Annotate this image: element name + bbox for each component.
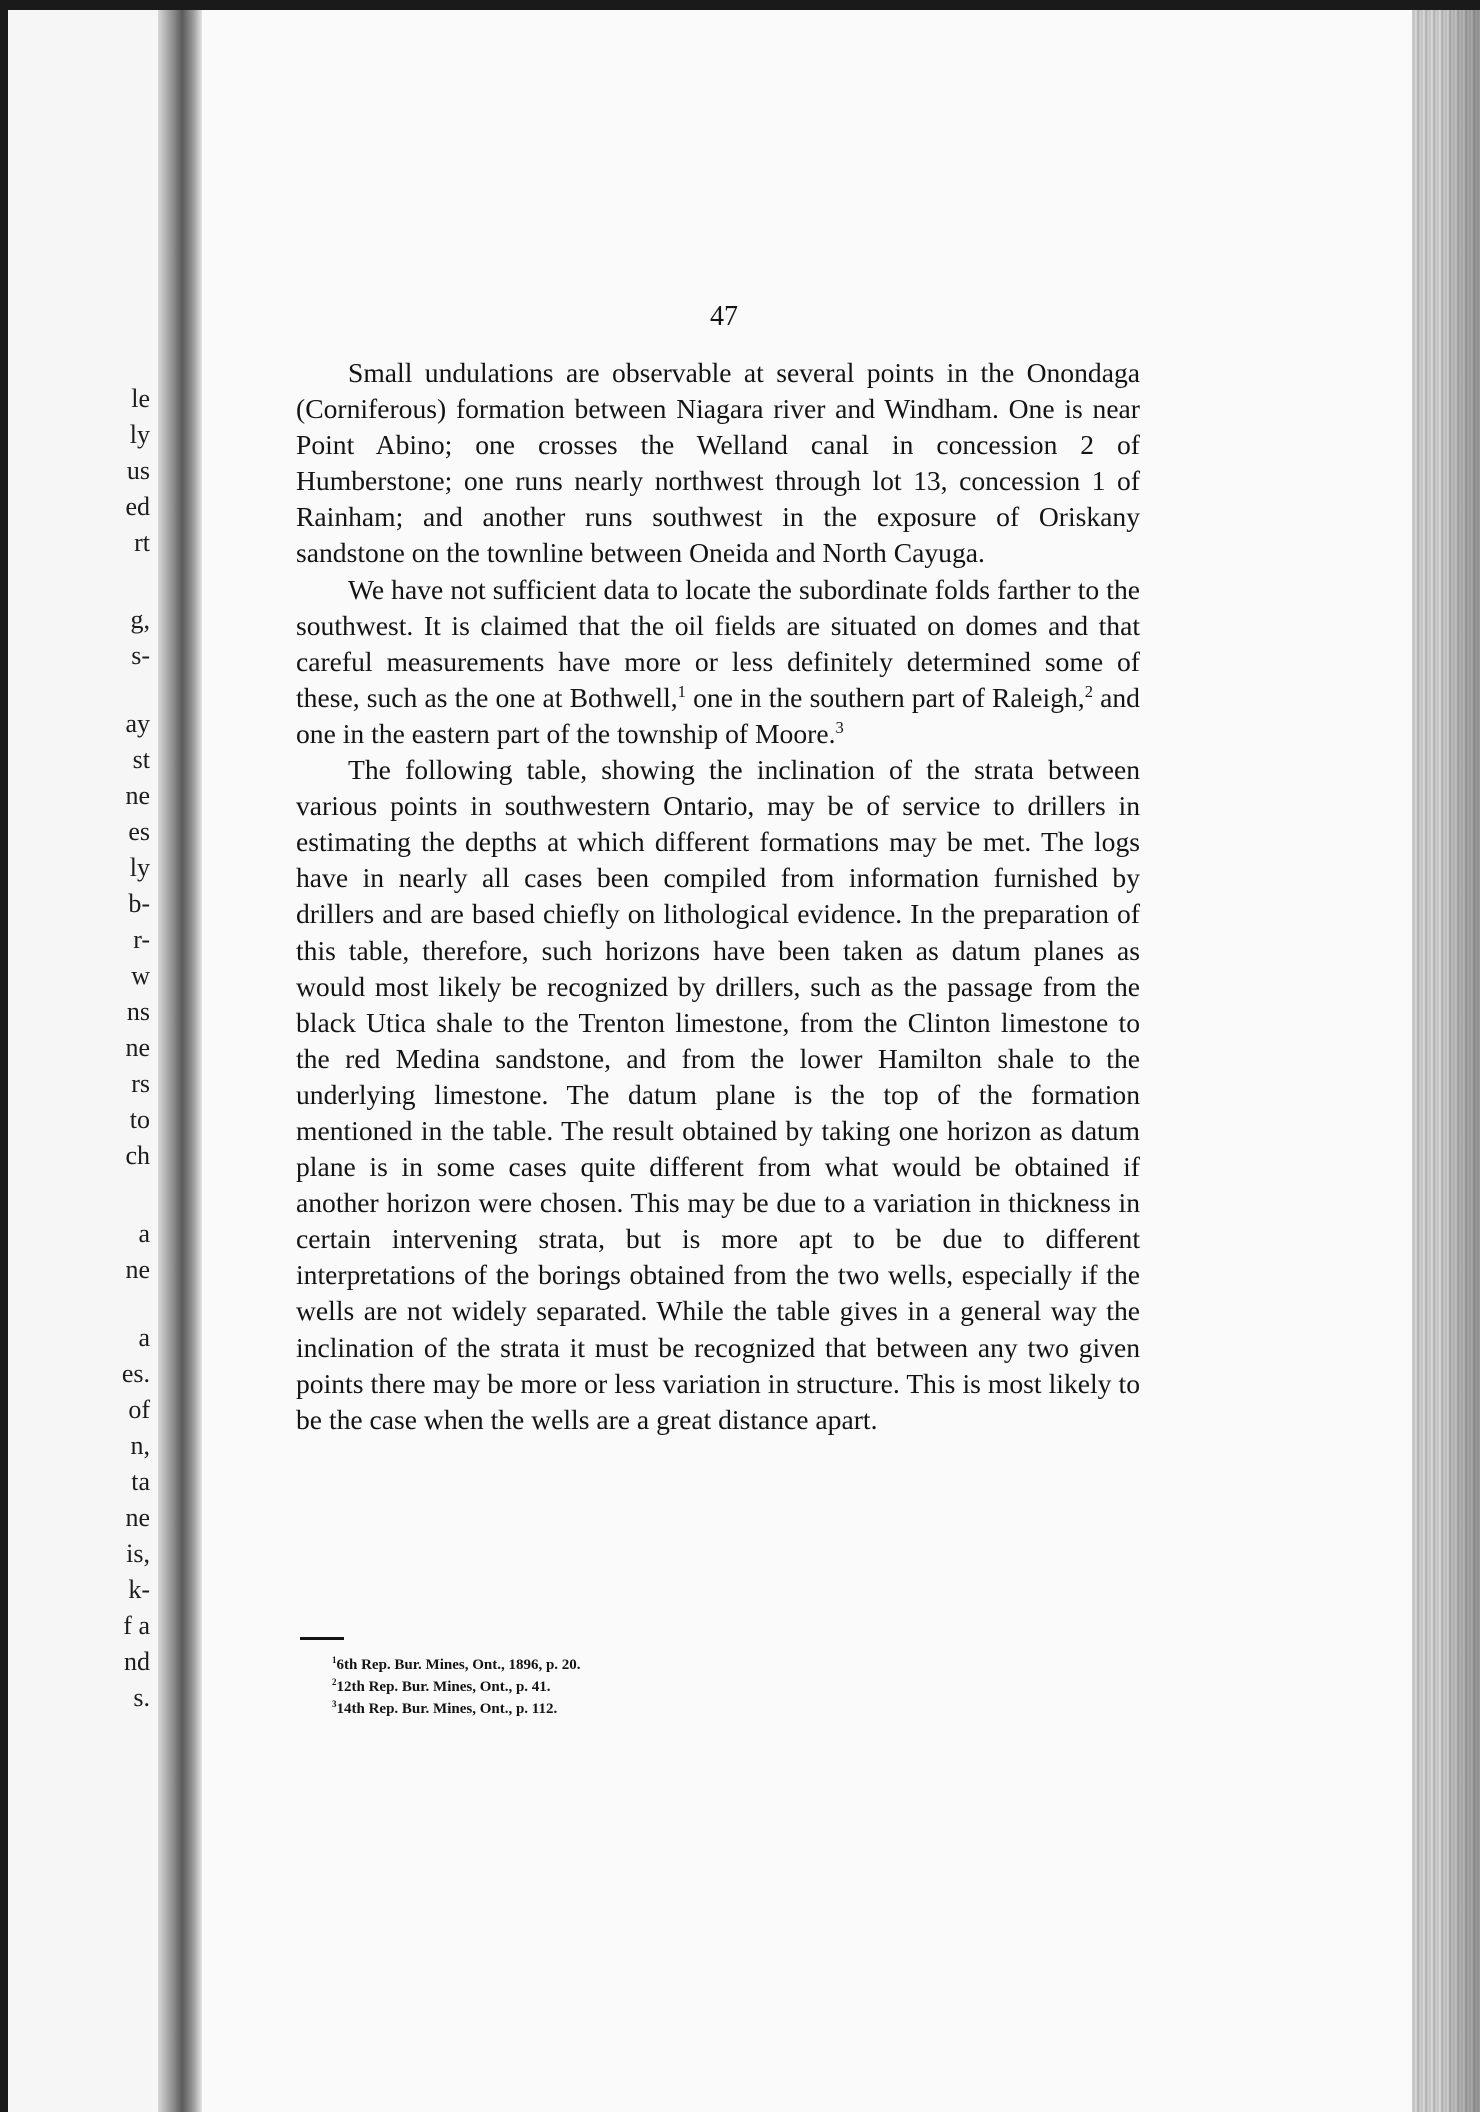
- page-number: 47: [710, 301, 738, 332]
- paragraph-inclination-table: The following table, showing the inclination of the strata between various points in southwestern Ontario, may be of service to drillers in estimating the depths at which different formations may be met. The logs have in nearly all cases been compiled from information furnished by drillers and are based chiefly on lithological evidence. In the preparation of this table, therefore, such horizons have been taken as datum planes as would most likely be recognized by drillers, such as the passage from the black Utica shale to the Trenton limestone, from the Clinton limestone to the red Medina sandstone, and from the lower Hamilton shale to the underlying limestone. The datum plane is the top of the formation mentioned in the table. The result obtained by taking one horizon as datum plane is in some cases quite different from what would be obtained if another horizon were chosen. This may be due to a variation in thickness in certain intervening strata, but is more apt to be due to different interpretations of the borings obtained from the two wells, especially if the wells are not widely separated. While the table gives in a general way the inclination of the strata it must be recognized that between any two given points there may be more or less variation in structure. This is most likely to be the case when the wells are a great distance apart.: [296, 754, 1140, 1435]
- paragraph-subordinate-folds: [296, 572, 1140, 752]
- facing-fragment: n,: [130, 1431, 150, 1460]
- page-stack-shadow: [1440, 10, 1480, 2112]
- facing-fragment: s.: [133, 1683, 150, 1712]
- facing-fragment: w: [131, 961, 150, 990]
- facing-fragment: ta: [131, 1467, 150, 1496]
- facing-fragment: us: [126, 456, 150, 485]
- footnote-text: 14th Rep. Bur. Mines, Ont., p. 112.: [336, 1701, 558, 1717]
- facing-fragment: rt: [134, 528, 150, 557]
- body-text: [296, 355, 1140, 1438]
- footnote-marker: 3: [332, 1699, 337, 1709]
- facing-fragment: f a: [123, 1611, 150, 1640]
- scan-border-left: [0, 0, 8, 2112]
- scan-border-top: [0, 0, 1480, 10]
- facing-fragment: b-: [128, 889, 150, 918]
- facing-fragment: le: [131, 384, 150, 413]
- facing-fragment: is,: [126, 1539, 150, 1568]
- facing-fragment: ly: [129, 420, 150, 449]
- facing-fragment: rs: [131, 1069, 150, 1098]
- footnote-text: 6th Rep. Bur. Mines, Ont., 1896, p. 20.: [336, 1657, 581, 1673]
- facing-fragment: ne: [125, 781, 150, 810]
- footnote-ref: 1: [677, 681, 686, 701]
- footnote: [332, 1654, 1032, 1676]
- footnote-ref: 2: [1084, 681, 1093, 701]
- facing-fragment: g,: [130, 605, 150, 634]
- facing-page-edge: [8, 10, 158, 2112]
- facing-fragment: ne: [125, 1255, 150, 1284]
- footnote: [332, 1676, 1032, 1698]
- paragraph-text: one in the southern part of Raleigh,: [685, 681, 1085, 713]
- facing-fragment: ne: [125, 1503, 150, 1532]
- facing-fragment: to: [129, 1105, 150, 1134]
- facing-fragment: a: [138, 1323, 150, 1352]
- facing-fragment: es.: [121, 1359, 150, 1388]
- footnote: [332, 1698, 1032, 1720]
- facing-fragment: r-: [133, 925, 150, 954]
- facing-fragment: ne: [125, 1033, 150, 1062]
- facing-fragment: a: [138, 1219, 150, 1248]
- facing-fragment: ed: [125, 492, 150, 521]
- facing-fragment: ns: [126, 997, 150, 1026]
- paragraph-undulations: Small undulations are observable at several points in the Onondaga (Corniferous) formation between Niagara river and Windham. One is near Point Abino; one crosses the Welland canal in concession 2 of Humberstone; one runs nearly northwest through lot 13, concession 1 of Rainham; and another runs southwest in the exposure of Oriskany sandstone on the townline between Oneida and North Cayuga.: [296, 357, 1140, 569]
- paragraph-text: We have not sufficient data to locate the subordinate folds farther to the southwest. It is claimed that the oil fields are situated on domes and that careful measurements have more or less definitely determined some of these, such as the one at Bothwell,: [296, 573, 1140, 713]
- facing-fragment: ay: [125, 709, 150, 738]
- facing-fragment: k-: [128, 1575, 150, 1604]
- facing-fragment: es: [128, 817, 150, 846]
- footnotes: [332, 1654, 1032, 1720]
- facing-fragment: ch: [125, 1141, 150, 1170]
- paragraph-text: and one in the eastern part of the township of Moore.: [296, 681, 1140, 749]
- facing-fragment: s-: [131, 641, 150, 670]
- facing-fragment: of: [128, 1395, 150, 1424]
- book-gutter: [158, 10, 202, 2112]
- footnote-ref: 3: [835, 717, 844, 737]
- facing-fragment: st: [132, 745, 150, 774]
- footnote-marker: 1: [332, 1655, 337, 1665]
- footnote-text: 12th Rep. Bur. Mines, Ont., p. 41.: [336, 1679, 551, 1695]
- facing-fragment: nd: [124, 1647, 150, 1676]
- footnote-rule: [300, 1637, 344, 1640]
- facing-fragment: ly: [129, 853, 150, 882]
- footnote-marker: 2: [332, 1677, 337, 1687]
